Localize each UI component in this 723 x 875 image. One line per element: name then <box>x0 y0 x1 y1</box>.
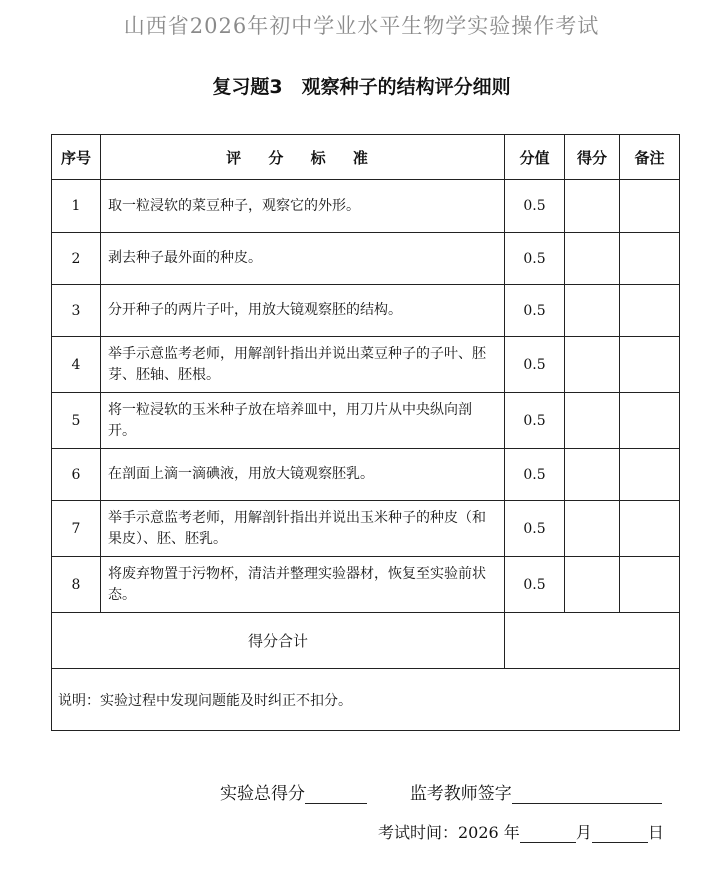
row-remark-cell[interactable] <box>620 233 680 285</box>
row-score-cell[interactable] <box>565 233 620 285</box>
total-label: 得分合计 <box>52 613 505 669</box>
row-value: 0.5 <box>505 501 565 557</box>
total-score-cell[interactable] <box>505 613 680 669</box>
row-criteria: 取一粒浸软的菜豆种子，观察它的外形。 <box>101 180 505 233</box>
table-row <box>52 180 680 233</box>
page-title: 复习题3 观察种子的结构评分细则 <box>212 76 511 98</box>
row-index: 2 <box>52 233 101 285</box>
row-criteria: 在剖面上滴一滴碘液，用放大镜观察胚乳。 <box>101 449 505 501</box>
row-remark-cell[interactable] <box>620 393 680 449</box>
header-criteria: 评 分 标 准 <box>101 135 505 180</box>
row-criteria: 将一粒浸软的玉米种子放在培养皿中，用刀片从中央纵向剖开。 <box>101 393 505 449</box>
row-index: 8 <box>52 557 101 613</box>
row-score-cell[interactable] <box>565 180 620 233</box>
row-remark-cell[interactable] <box>620 501 680 557</box>
month-label: 月 <box>575 823 592 842</box>
row-value: 0.5 <box>505 233 565 285</box>
teacher-sign-blank[interactable] <box>512 785 662 804</box>
note-text: 说明：实验过程中发现问题能及时纠正不扣分。 <box>52 669 680 731</box>
row-index: 4 <box>52 337 101 393</box>
row-score-cell[interactable] <box>565 393 620 449</box>
scoring-table <box>51 134 680 731</box>
month-blank[interactable] <box>520 824 576 843</box>
row-criteria: 举手示意监考老师，用解剖针指出并说出玉米种子的种皮（和果皮）、胚、胚乳。 <box>101 501 505 557</box>
row-value: 0.5 <box>505 393 565 449</box>
table-row <box>52 501 680 557</box>
table-row <box>52 557 680 613</box>
note-row <box>52 669 680 731</box>
header-score-value: 分值 <box>505 135 565 180</box>
day-blank[interactable] <box>592 824 648 843</box>
row-remark-cell[interactable] <box>620 180 680 233</box>
total-score-label: 实验总得分 <box>220 784 305 804</box>
table-row <box>52 393 680 449</box>
row-index: 3 <box>52 285 101 337</box>
table-header-row <box>52 135 680 180</box>
exam-date-line <box>378 820 664 843</box>
header-index: 序号 <box>52 135 101 180</box>
table-row <box>52 285 680 337</box>
day-label: 日 <box>647 823 664 842</box>
table-row <box>52 449 680 501</box>
exam-header: 山西省2026年初中学业水平生物学实验操作考试 <box>123 14 600 38</box>
row-index: 6 <box>52 449 101 501</box>
row-value: 0.5 <box>505 449 565 501</box>
row-remark-cell[interactable] <box>620 337 680 393</box>
header-remark: 备注 <box>620 135 680 180</box>
row-value: 0.5 <box>505 285 565 337</box>
table-row <box>52 337 680 393</box>
row-value: 0.5 <box>505 557 565 613</box>
signature-line <box>220 779 662 804</box>
row-criteria: 举手示意监考老师，用解剖针指出并说出菜豆种子的子叶、胚芽、胚轴、胚根。 <box>101 337 505 393</box>
row-remark-cell[interactable] <box>620 285 680 337</box>
row-score-cell[interactable] <box>565 501 620 557</box>
row-score-cell[interactable] <box>565 337 620 393</box>
row-score-cell[interactable] <box>565 449 620 501</box>
row-remark-cell[interactable] <box>620 449 680 501</box>
exam-date-label: 考试时间：2026 年 <box>378 823 520 842</box>
row-criteria: 将废弃物置于污物杯，清洁并整理实验器材，恢复至实验前状态。 <box>101 557 505 613</box>
header-score-got: 得分 <box>565 135 620 180</box>
teacher-sign-label: 监考教师签字 <box>409 784 512 804</box>
row-score-cell[interactable] <box>565 557 620 613</box>
total-row <box>52 613 680 669</box>
row-score-cell[interactable] <box>565 285 620 337</box>
row-criteria: 剥去种子最外面的种皮。 <box>101 233 505 285</box>
row-index: 7 <box>52 501 101 557</box>
table-row <box>52 233 680 285</box>
row-value: 0.5 <box>505 337 565 393</box>
total-score-blank[interactable] <box>305 785 367 804</box>
row-index: 1 <box>52 180 101 233</box>
row-value: 0.5 <box>505 180 565 233</box>
row-remark-cell[interactable] <box>620 557 680 613</box>
row-index: 5 <box>52 393 101 449</box>
row-criteria: 分开种子的两片子叶，用放大镜观察胚的结构。 <box>101 285 505 337</box>
